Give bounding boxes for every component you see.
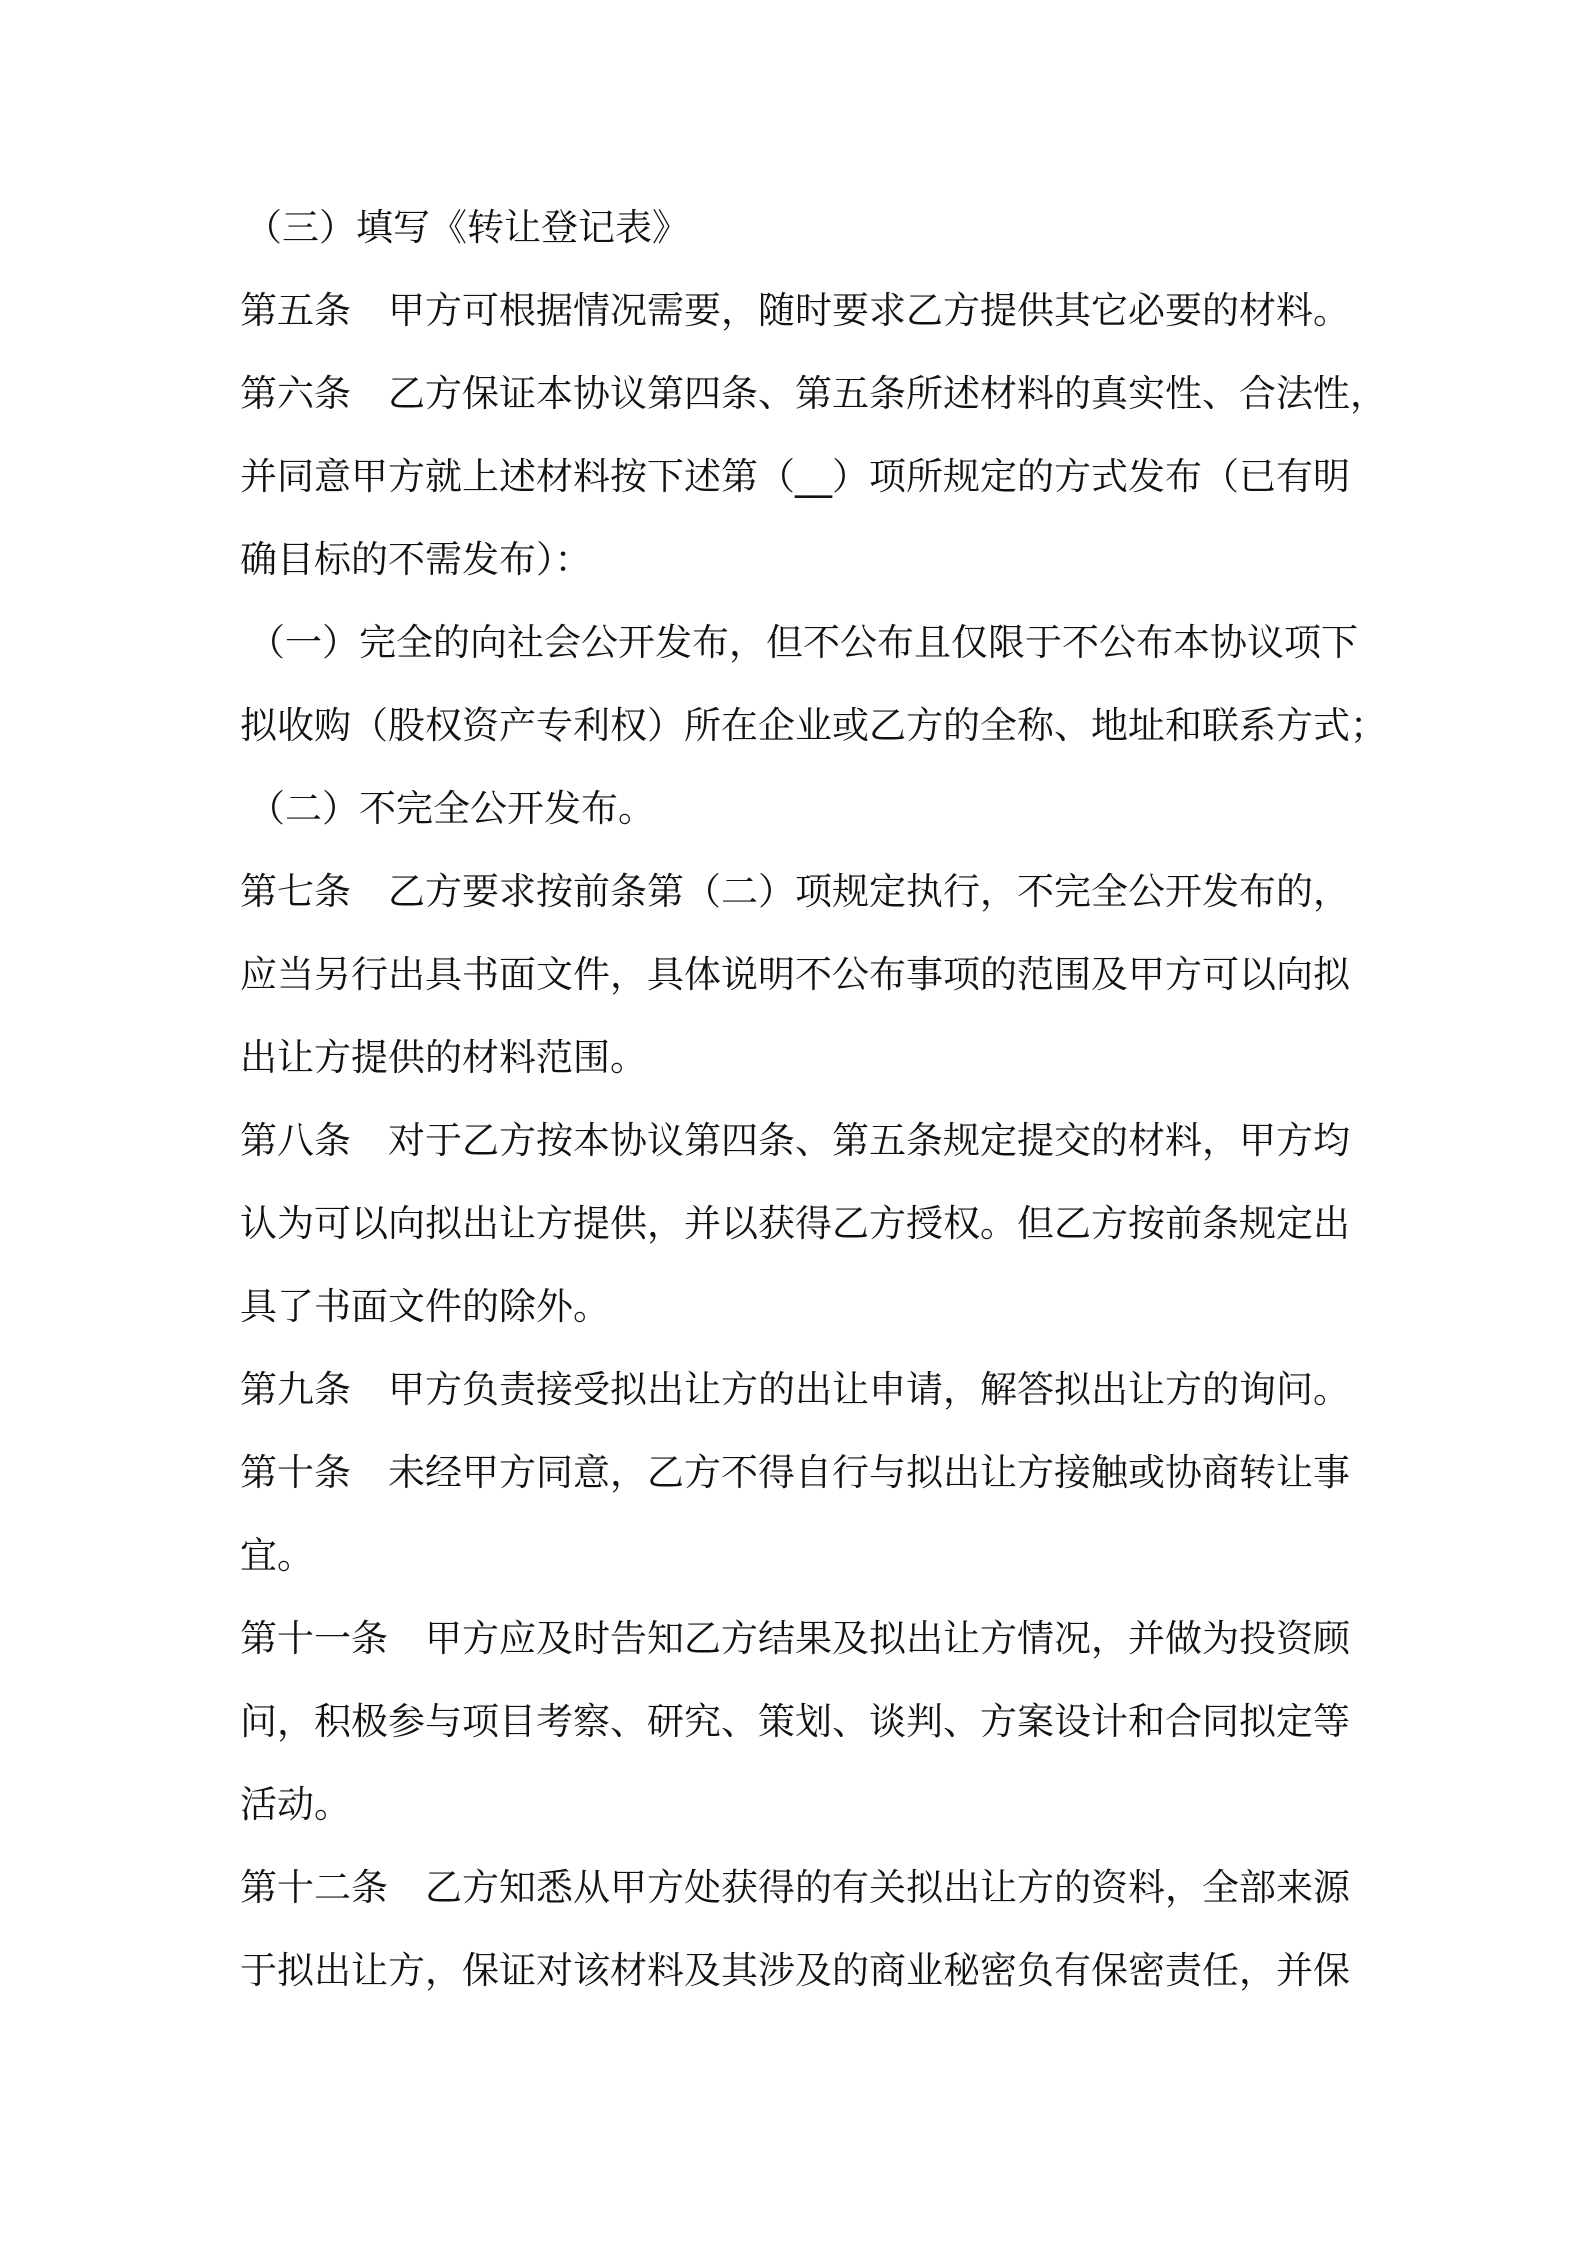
text-line: （一）完全的向社会公开发布，但不公布且仅限于不公布本协议项下 [248,621,1358,664]
text-line: 于拟出让方，保证对该材料及其涉及的商业秘密负有保密责任，并保 [240,1949,1350,1992]
text-line: 拟收购（股权资产专利权）所在企业或乙方的全称、地址和联系方式； [240,704,1387,747]
text-line: 具了书面文件的除外。 [240,1285,610,1328]
text-line: 第六条 乙方保证本协议第四条、第五条所述材料的真实性、合法性， [240,372,1387,415]
text-line: 认为可以向拟出让方提供，并以获得乙方授权。但乙方按前条规定出 [240,1202,1350,1245]
text-line: 宜。 [240,1534,314,1577]
text-line: 确目标的不需发布）： [240,538,592,581]
text-line: 应当另行出具书面文件，具体说明不公布事项的范围及甲方可以向拟 [240,953,1350,996]
text-line: 并同意甲方就上述材料按下述第（__）项所规定的方式发布（已有明 [240,455,1350,498]
text-line: 出让方提供的材料范围。 [240,1036,647,1079]
text-line: 第八条 对于乙方按本协议第四条、第五条规定提交的材料，甲方均 [240,1119,1350,1162]
text-line: （二）不完全公开发布。 [248,787,655,830]
text-line: 问，积极参与项目考察、研究、策划、谈判、方案设计和合同拟定等 [240,1700,1350,1743]
text-line: 第九条 甲方负责接受拟出让方的出让申请，解答拟出让方的询问。 [240,1368,1350,1411]
text-line: 活动。 [240,1783,351,1826]
text-line: （三）填写《转让登记表》 [245,206,689,249]
text-line: 第十条 未经甲方同意，乙方不得自行与拟出让方接触或协商转让事 [240,1451,1350,1494]
text-line: 第十一条 甲方应及时告知乙方结果及拟出让方情况，并做为投资顾 [240,1617,1350,1660]
text-line: 第五条 甲方可根据情况需要，随时要求乙方提供其它必要的材料。 [240,289,1350,332]
text-line: 第十二条 乙方知悉从甲方处获得的有关拟出让方的资料，全部来源 [240,1866,1350,1909]
text-line: 第七条 乙方要求按前条第（二）项规定执行，不完全公开发布的， [240,870,1350,913]
